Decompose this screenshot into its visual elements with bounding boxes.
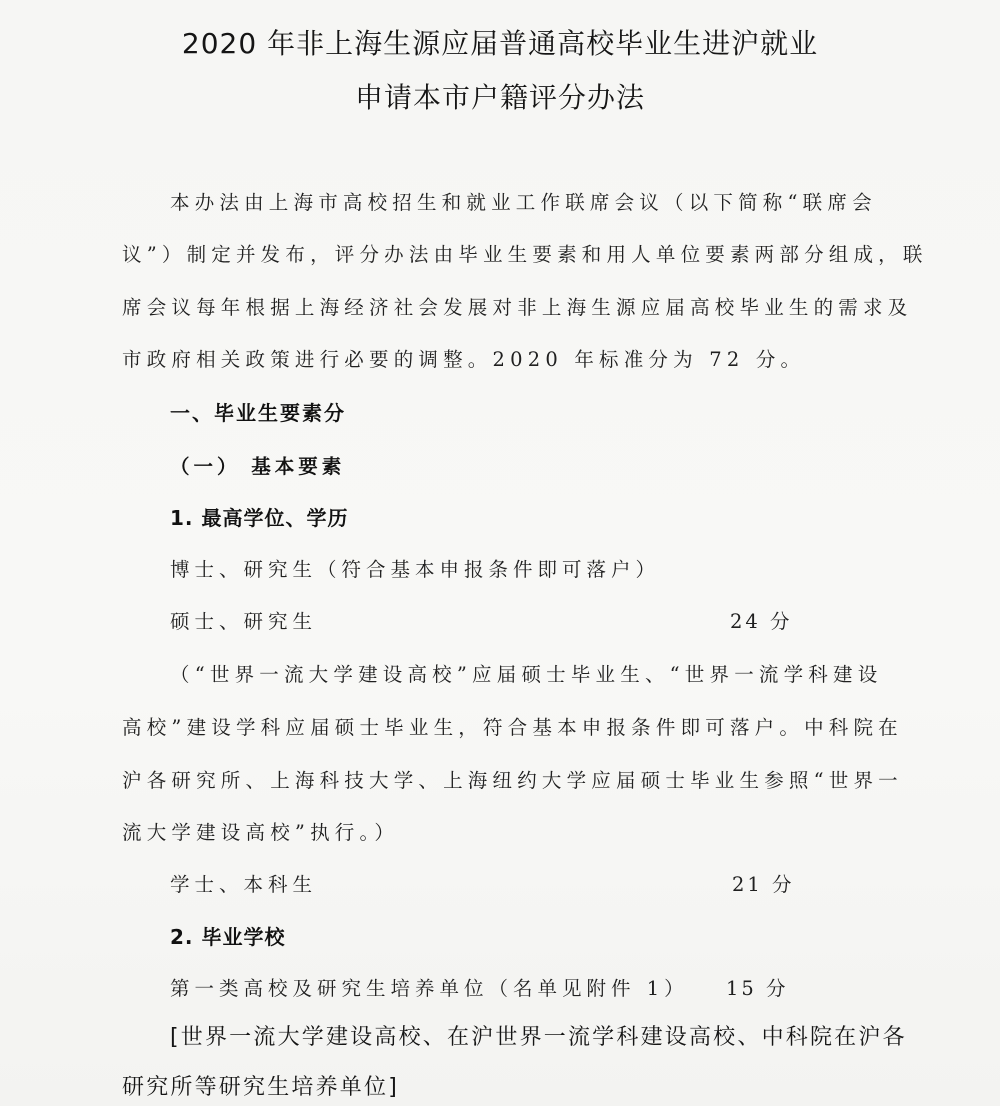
intro-line-4: 市政府相关政策进行必要的调整。2020 年标准分为 72 分。 (122, 348, 806, 371)
document-title-line-1: 2020 年非上海生源应届普通高校毕业生进沪就业 (181, 27, 819, 60)
note-line-3: 沪各研究所、上海科技大学、上海纽约大学应届硕士毕业生参照“世界一 (122, 769, 903, 792)
document-title-line-2: 申请本市户籍评分办法 (354, 81, 645, 114)
subsection-heading: （一） 基本要素 (170, 455, 346, 478)
row-bachelor-label: 学士、本科生 (170, 873, 318, 896)
note-line-1: （“世界一流大学建设高校”应届硕士毕业生、“世界一流学科建设 (170, 663, 883, 686)
item-heading-school: 2. 毕业学校 (170, 925, 286, 949)
bracket-note-line-1: [世界一流大学建设高校、在沪世界一流学科建设高校、中科院在沪各 (170, 1025, 907, 1050)
item-heading-degree: 1. 最高学位、学历 (170, 506, 349, 530)
bracket-note-line-2: 研究所等研究生培养单位] (122, 1075, 399, 1100)
row-master-score: 24 分 (730, 610, 793, 633)
intro-line-3: 席会议每年根据上海经济社会发展对非上海生源应届高校毕业生的需求及 (122, 296, 913, 319)
row-first-class-label: 第一类高校及研究生培养单位（名单见附件 1） (170, 977, 689, 1000)
section-heading: 一、毕业生要素分 (170, 401, 346, 425)
row-doctor-label: 博士、研究生（符合基本申报条件即可落户） (170, 558, 661, 581)
row-master-label: 硕士、研究生 (170, 610, 318, 633)
note-line-4: 流大学建设高校”执行。） (122, 821, 400, 844)
intro-line-2: 议”）制定并发布，评分办法由毕业生要素和用人单位要素两部分组成，联 (122, 243, 928, 266)
row-first-class-score: 15 分 (726, 977, 789, 1000)
note-line-2: 高校”建设学科应届硕士毕业生，符合基本申报条件即可落户。中科院在 (122, 716, 903, 739)
intro-line-1: 本办法由上海市高校招生和就业工作联席会议（以下简称“联席会 (170, 191, 877, 214)
row-bachelor-score: 21 分 (732, 873, 795, 896)
